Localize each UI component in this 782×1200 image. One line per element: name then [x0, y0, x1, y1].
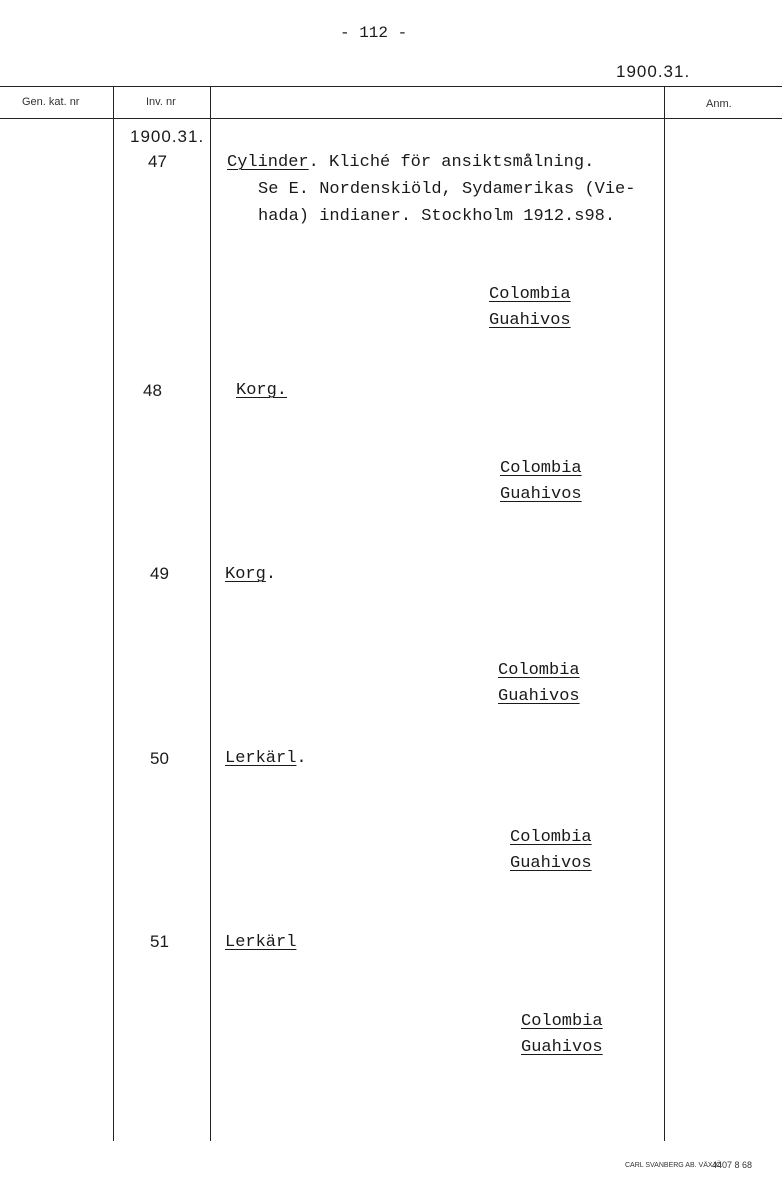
people-48: Guahivos	[500, 485, 582, 504]
object-suffix-49: .	[265, 565, 277, 584]
people-50: Guahivos	[510, 854, 592, 873]
entry-47-description	[227, 150, 594, 176]
column-header-anm: Anm.	[706, 98, 732, 110]
country-47: Colombia	[489, 285, 571, 304]
register-number: 1900.31.	[616, 62, 691, 81]
country-51: Colombia	[521, 1012, 603, 1031]
people-49: Guahivos	[498, 687, 580, 706]
entry-50-description	[225, 746, 307, 772]
people-47: Guahivos	[489, 311, 571, 330]
object-suffix-47: . Kliché för ansiktsmålning.	[308, 153, 595, 172]
object-name-48: Korg.	[236, 381, 288, 400]
printer-imprint: CARL SVANBERG AB. VÄXJÖ	[625, 1162, 722, 1169]
inv-number-51: 51	[150, 932, 169, 951]
object-name-49: Korg	[225, 565, 266, 584]
column-divider-1	[113, 86, 114, 1141]
column-divider-2	[210, 86, 211, 1141]
entry-47-note-line-2: hada) indianer. Stockholm 1912.s98.	[258, 207, 616, 226]
inv-number-49: 49	[150, 564, 169, 583]
country-50: Colombia	[510, 828, 592, 847]
form-code: 4407 8 68	[712, 1160, 753, 1170]
entry-49-description	[225, 562, 276, 588]
column-divider-3	[664, 86, 665, 1141]
object-suffix-50: .	[296, 749, 307, 768]
object-name-47: Cylinder	[227, 153, 309, 172]
object-name-50: Lerkärl	[225, 749, 297, 768]
country-49: Colombia	[498, 661, 580, 680]
people-51: Guahivos	[521, 1038, 603, 1057]
inv-number-50: 50	[150, 749, 169, 768]
inv-number-48: 48	[143, 381, 162, 400]
entry-47-note-line-1: Se E. Nordenskiöld, Sydamerikas (Vie-	[258, 180, 636, 199]
object-name-51: Lerkärl	[225, 933, 297, 952]
inv-number-47: 47	[148, 152, 167, 171]
series-number: 1900.31.	[130, 127, 205, 146]
column-header-gen-kat: Gen. kat. nr	[22, 96, 80, 108]
column-header-inv: Inv. nr	[146, 96, 176, 108]
page-number: - 112 -	[340, 24, 408, 42]
country-48: Colombia	[500, 459, 582, 478]
